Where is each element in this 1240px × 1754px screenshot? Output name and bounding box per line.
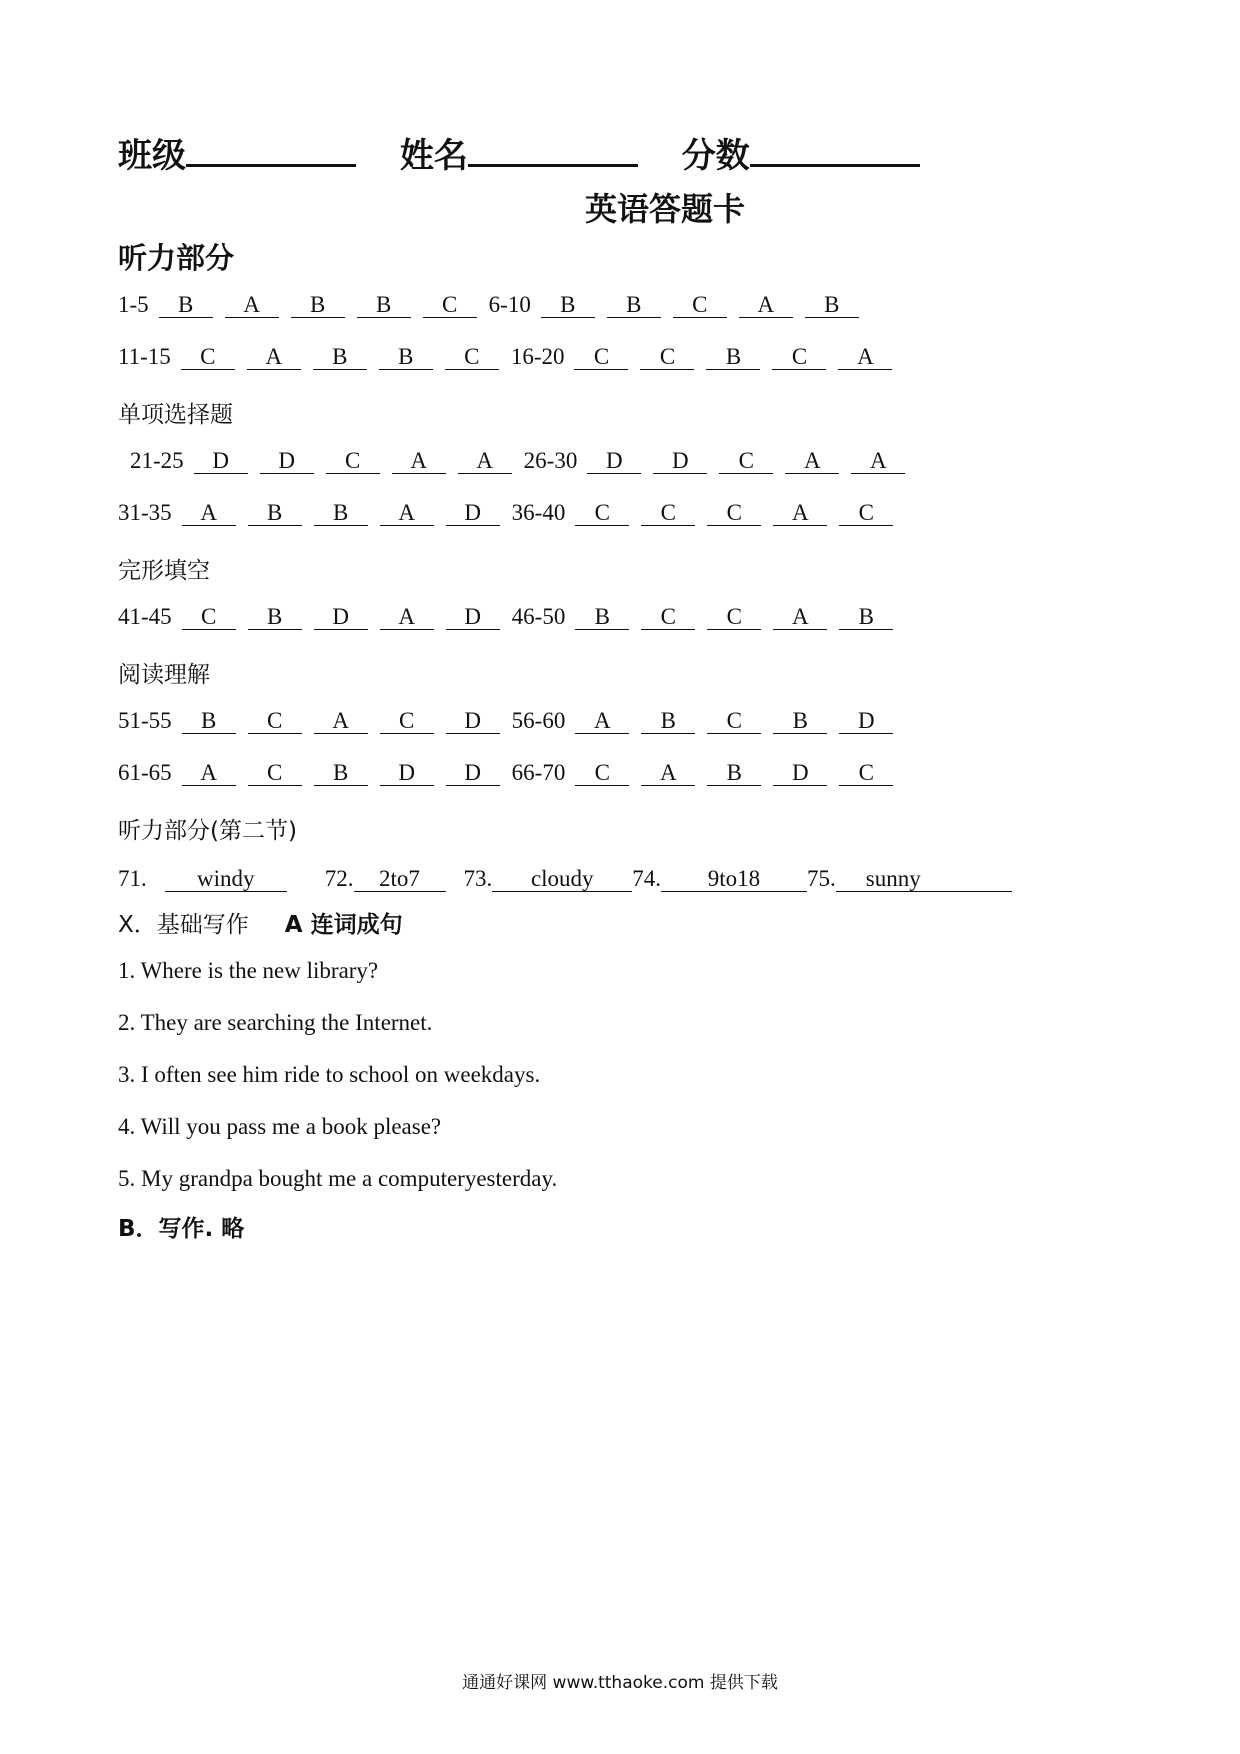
answer-blank: A [575, 709, 629, 734]
answer-blank: D [839, 709, 893, 734]
fill-answer: windy [165, 867, 287, 892]
answer-row [130, 448, 917, 474]
fill-answer: 2to7 [354, 867, 446, 892]
fill-num: 74. [632, 866, 661, 891]
answer-row [118, 760, 905, 786]
answer-blank: B [314, 501, 368, 526]
answer-blank: C [181, 345, 235, 370]
answer-blank: B [707, 761, 761, 786]
answer-blank: D [773, 761, 827, 786]
class-blank [186, 132, 356, 167]
fill-answer: 9to18 [661, 867, 807, 892]
fill-num: 75. [807, 866, 836, 891]
page-title: 英语答题卡 [584, 190, 745, 228]
answer-row [118, 708, 905, 734]
answer-blank: C [839, 501, 893, 526]
section-cloze: 完形填空 [118, 558, 210, 584]
answer-blank: B [291, 293, 345, 318]
answer-blank: D [260, 449, 314, 474]
sentence-item: 4. Will you pass me a book please? [118, 1114, 442, 1139]
answer-blank: A [851, 449, 905, 474]
writing-part-a: A 连词成句 [284, 912, 403, 938]
name-label: 姓名 [399, 136, 468, 176]
fill-num: 72. [324, 866, 354, 891]
answer-blank: C [707, 709, 761, 734]
question-range: 46-50 [511, 604, 566, 629]
answer-blank: B [248, 605, 302, 630]
question-range: 41-45 [118, 604, 172, 629]
answer-blank: C [641, 501, 695, 526]
answer-row [118, 344, 904, 370]
answer-blank: A [380, 501, 434, 526]
answer-blank: D [587, 449, 641, 474]
sentence-item: 5. My grandpa bought me a computeryesterday. [118, 1166, 558, 1191]
question-range: 6-10 [488, 292, 531, 317]
answer-blank: C [445, 345, 499, 370]
answer-blank: C [380, 709, 434, 734]
answer-blank: B [248, 501, 302, 526]
answer-blank: A [247, 345, 301, 370]
fill-answer: cloudy [492, 867, 632, 892]
answer-blank: A [739, 293, 793, 318]
section-reading: 阅读理解 [118, 662, 210, 688]
answer-row [118, 604, 905, 630]
fill-num: 73. [463, 866, 493, 891]
answer-blank: C [707, 501, 761, 526]
answer-blank: C [575, 761, 629, 786]
answer-blank: C [326, 449, 380, 474]
question-range: 51-55 [118, 708, 172, 733]
question-range: 11-15 [118, 344, 171, 369]
question-range: 26-30 [523, 448, 578, 473]
answer-blank: C [673, 293, 727, 318]
answer-blank: A [392, 449, 446, 474]
answer-blank: C [839, 761, 893, 786]
answer-blank: A [773, 501, 827, 526]
student-info-row [118, 128, 920, 177]
question-range: 56-60 [511, 708, 566, 733]
answer-blank: A [182, 761, 236, 786]
answer-blank: C [248, 761, 302, 786]
answer-blank: D [446, 605, 500, 630]
class-label: 班级 [118, 136, 186, 176]
writing-heading-text: X．基础写作 [118, 912, 249, 938]
answer-blank: C [707, 605, 761, 630]
answer-blank: D [314, 605, 368, 630]
answer-blank: B [805, 293, 859, 318]
footer-text: 通通好课网 www.tthaoke.com 提供下载 [462, 1673, 778, 1693]
answer-blank: D [446, 709, 500, 734]
answer-blank: A [838, 345, 892, 370]
answer-blank: C [641, 605, 695, 630]
score-label: 分数 [681, 136, 750, 176]
answer-blank: A [225, 293, 279, 318]
answer-blank: B [607, 293, 661, 318]
answer-row [118, 292, 871, 318]
sentence-item: 2. They are searching the Internet. [118, 1010, 433, 1035]
fill-num: 71. [118, 866, 147, 891]
answer-blank: B [839, 605, 893, 630]
answer-blank: B [357, 293, 411, 318]
question-range: 1-5 [118, 292, 149, 317]
answer-blank: C [423, 293, 477, 318]
answer-blank: B [706, 345, 760, 370]
answer-blank: B [159, 293, 213, 318]
answer-blank: C [640, 345, 694, 370]
section-listening: 听力部分 [118, 241, 235, 275]
question-range: 66-70 [511, 760, 566, 785]
answer-blank: C [248, 709, 302, 734]
answer-blank: B [773, 709, 827, 734]
sentence-item: 3. I often see him ride to school on weekdays. [118, 1062, 541, 1087]
answer-row [118, 500, 905, 526]
answer-blank: A [773, 605, 827, 630]
answer-blank: A [314, 709, 368, 734]
answer-blank: B [314, 761, 368, 786]
answer-blank: C [182, 605, 236, 630]
answer-blank: A [380, 605, 434, 630]
fill-in-row [118, 866, 1030, 892]
answer-blank: D [446, 761, 500, 786]
answer-blank: B [313, 345, 367, 370]
answer-blank: D [194, 449, 248, 474]
answer-blank: B [641, 709, 695, 734]
answer-blank: C [575, 501, 629, 526]
answer-blank: A [182, 501, 236, 526]
section-listening-2: 听力部分(第二节) [118, 818, 297, 844]
answer-blank: D [380, 761, 434, 786]
answer-blank: B [541, 293, 595, 318]
answer-blank: A [641, 761, 695, 786]
question-range: 16-20 [510, 344, 565, 369]
answer-blank: B [379, 345, 433, 370]
answer-blank: C [772, 345, 826, 370]
question-range: 21-25 [130, 448, 184, 473]
answer-blank: D [446, 501, 500, 526]
answer-blank: D [653, 449, 707, 474]
answer-blank: C [574, 345, 628, 370]
answer-blank: A [458, 449, 512, 474]
answer-blank: B [575, 605, 629, 630]
writing-heading [118, 906, 403, 939]
question-range: 31-35 [118, 500, 172, 525]
section-single-choice: 单项选择题 [118, 402, 233, 428]
name-blank [468, 132, 638, 167]
answer-blank: C [719, 449, 773, 474]
sentence-item: 1. Where is the new library? [118, 958, 379, 983]
answer-blank: B [182, 709, 236, 734]
fill-answer: sunny [836, 867, 1012, 892]
writing-part-b: B．写作. 略 [118, 1216, 245, 1242]
question-range: 36-40 [511, 500, 566, 525]
question-range: 61-65 [118, 760, 172, 785]
answer-blank: A [785, 449, 839, 474]
score-blank [750, 132, 920, 167]
